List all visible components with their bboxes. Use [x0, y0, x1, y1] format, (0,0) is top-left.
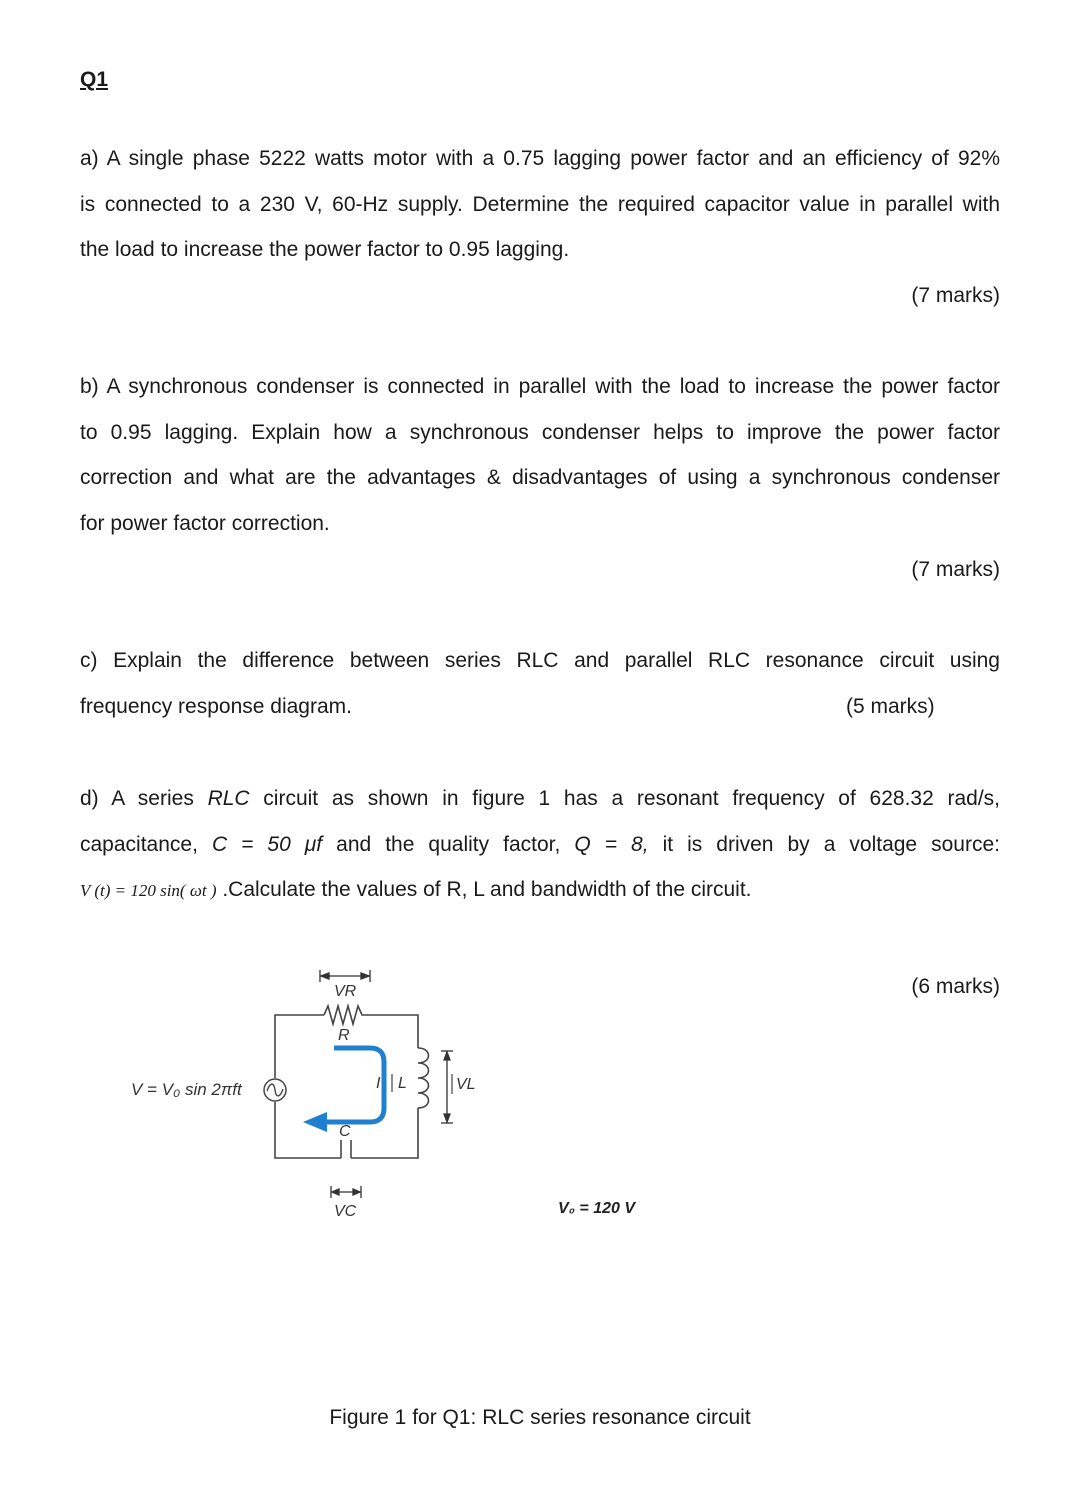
part-b-line-2: to 0.95 lagging. Explain how a synchronous condenser helps to improve the power factor	[80, 420, 1000, 444]
part-a-line-1: a) A single phase 5222 watts motor with a 0.75 lagging power factor and an efficiency of 92%	[80, 147, 1000, 170]
l-label: L	[398, 1075, 407, 1092]
vc-label: VC	[334, 1203, 357, 1220]
i-label: I	[376, 1075, 381, 1092]
r-label: R	[338, 1027, 350, 1044]
c-label: C	[339, 1123, 351, 1140]
part-b-line-4: for power factor correction.	[80, 511, 330, 535]
vc-dimension-arrow	[331, 1186, 361, 1198]
source-label: V = V₀ sin 2πft	[131, 1080, 242, 1099]
part-c-line-2: frequency response diagram.	[80, 694, 352, 718]
part-d-line-3: V (t) = 120 sin( ωt ) .Calculate the values of R, L and bandwidth of the circuit.	[80, 878, 752, 901]
resistor-symbol	[324, 1006, 368, 1024]
part-d-text	[80, 776, 1000, 913]
part-a-line-2: is connected to a 230 V, 60-Hz supply. Determine the required capacitor value in parallel with	[80, 192, 1000, 216]
vl-label: VL	[456, 1076, 476, 1093]
part-d-line-2: capacitance, C = 50 μf and the quality factor, Q = 8, it is driven by a voltage source:	[80, 832, 1000, 856]
part-a-text	[80, 136, 1000, 273]
part-d-line-1: d) A series RLC circuit as shown in figure 1 has a resonant frequency of 628.32 rad/s,	[80, 787, 1001, 810]
figure-caption: Figure 1 for Q1: RLC series resonance circuit	[329, 1406, 751, 1429]
part-d-marks: (6 marks)	[911, 975, 1000, 998]
vr-label: VR	[334, 983, 357, 1000]
current-arrow-head	[303, 1112, 327, 1132]
rlc-circuit-diagram	[0, 960, 1080, 1260]
part-b-line-3: correction and what are the advantages & disadvantages of using a synchronous condenser	[80, 466, 1000, 489]
part-b-text	[80, 364, 1000, 546]
part-a-line-3: the load to increase the power factor to 0.95 lagging.	[80, 238, 570, 261]
vl-dimension-arrow	[441, 1051, 453, 1123]
vo-note: V₀ = 120 V	[558, 1200, 636, 1217]
part-a-marks: (7 marks)	[911, 284, 1000, 307]
vr-dimension-arrow	[320, 970, 370, 982]
part-b-line-1: b) A synchronous condenser is connected in parallel with the load to increase the power factor	[80, 375, 1000, 398]
part-b-marks: (7 marks)	[911, 558, 1000, 581]
question-title: Q1	[80, 68, 109, 91]
voltage-formula: V (t) = 120 sin( ωt )	[80, 881, 217, 900]
part-c-marks: (5 marks)	[846, 695, 935, 718]
part-c-line-1: c) Explain the difference between series RLC and parallel RLC resonance circuit using	[80, 649, 1000, 672]
inductor-symbol	[418, 1048, 429, 1108]
